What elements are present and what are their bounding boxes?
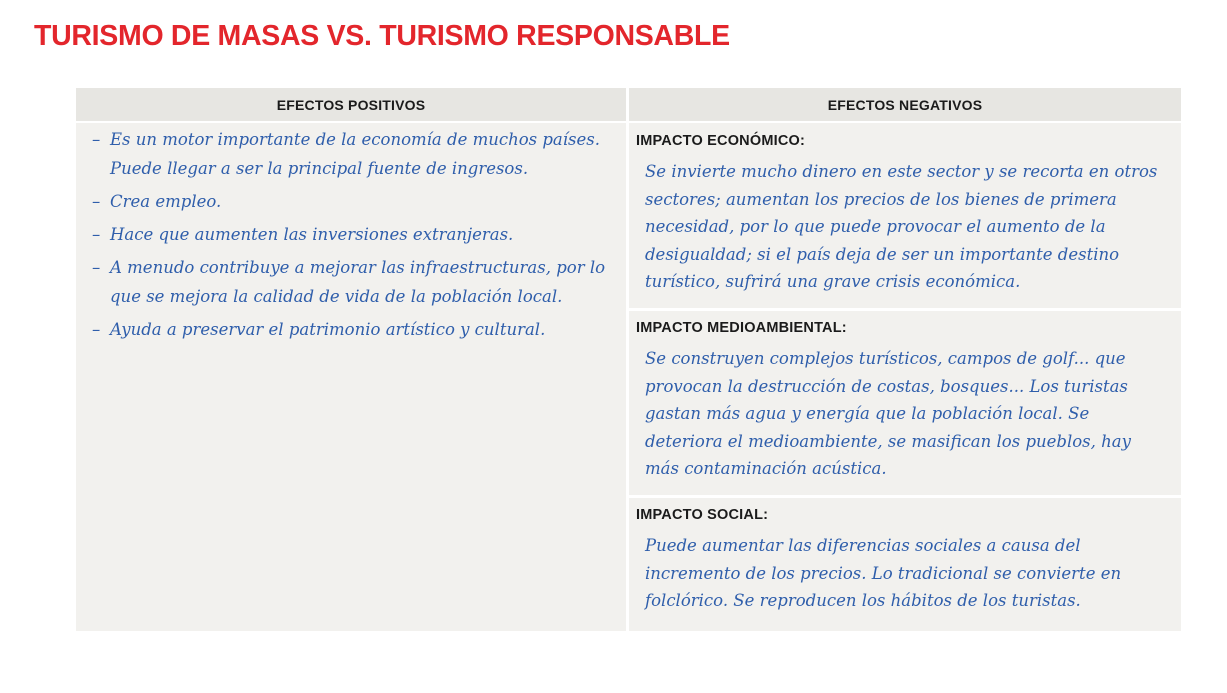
positive-effects-list	[92, 125, 612, 348]
social-impact-title: IMPACTO SOCIAL:	[636, 507, 769, 523]
dash-bullet: –	[92, 130, 101, 149]
page-title: TURISMO DE MASAS VS. TURISMO RESPONSABLE	[34, 20, 730, 52]
positive-item-text: Es un motor importante de la economía de muchos países. Puede llegar a ser la principal fuente de ingresos.	[110, 130, 600, 178]
positive-item-text: Hace que aumenten las inversiones extranjeras.	[110, 225, 514, 244]
comparison-table	[76, 88, 1181, 631]
column-divider	[626, 88, 629, 631]
list-item	[92, 187, 612, 216]
list-item	[92, 315, 612, 344]
environmental-impact-title: IMPACTO MEDIOAMBIENTAL:	[636, 320, 847, 336]
dash-bullet: –	[92, 225, 101, 244]
section-divider	[629, 495, 1181, 498]
economic-impact-title: IMPACTO ECONÓMICO:	[636, 133, 806, 149]
list-item	[92, 253, 612, 311]
positive-effects-header: EFECTOS POSITIVOS	[76, 88, 626, 121]
dash-bullet: –	[92, 320, 101, 339]
list-item	[92, 125, 612, 183]
header-divider	[76, 121, 1181, 123]
positive-item-text: A menudo contribuye a mejorar las infraestructuras, por lo que se mejora la calidad de vida de la población local.	[110, 258, 606, 306]
list-item	[92, 220, 612, 249]
dash-bullet: –	[92, 258, 101, 277]
environmental-impact-text: Se construyen complejos turísticos, campos de golf... que provocan la destrucción de costas, bosques... Los turistas gastan más agua y energía que la población local. Se deteriora el medioambiente, se masifican los pueblos, hay más contaminación acústica.	[645, 349, 1131, 478]
dash-bullet: –	[92, 192, 101, 211]
positive-item-text: Crea empleo.	[110, 192, 222, 211]
negative-effects-header: EFECTOS NEGATIVOS	[629, 88, 1181, 121]
economic-impact-text: Se invierte mucho dinero en este sector y se recorta en otros sectores; aumentan los precios de los bienes de primera necesidad, por lo que puede provocar el aumento de la desigualdad; si el país deja de ser un importante destino turístico, sufrirá una grave crisis económica.	[645, 162, 1158, 291]
social-impact-text: Puede aumentar las diferencias sociales a causa del incremento de los precios. Lo tradicional se convierte en folclórico. Se reproducen los hábitos de los turistas.	[645, 536, 1122, 610]
section-divider	[629, 308, 1181, 311]
positive-item-text: Ayuda a preservar el patrimonio artístico y cultural.	[110, 320, 546, 339]
